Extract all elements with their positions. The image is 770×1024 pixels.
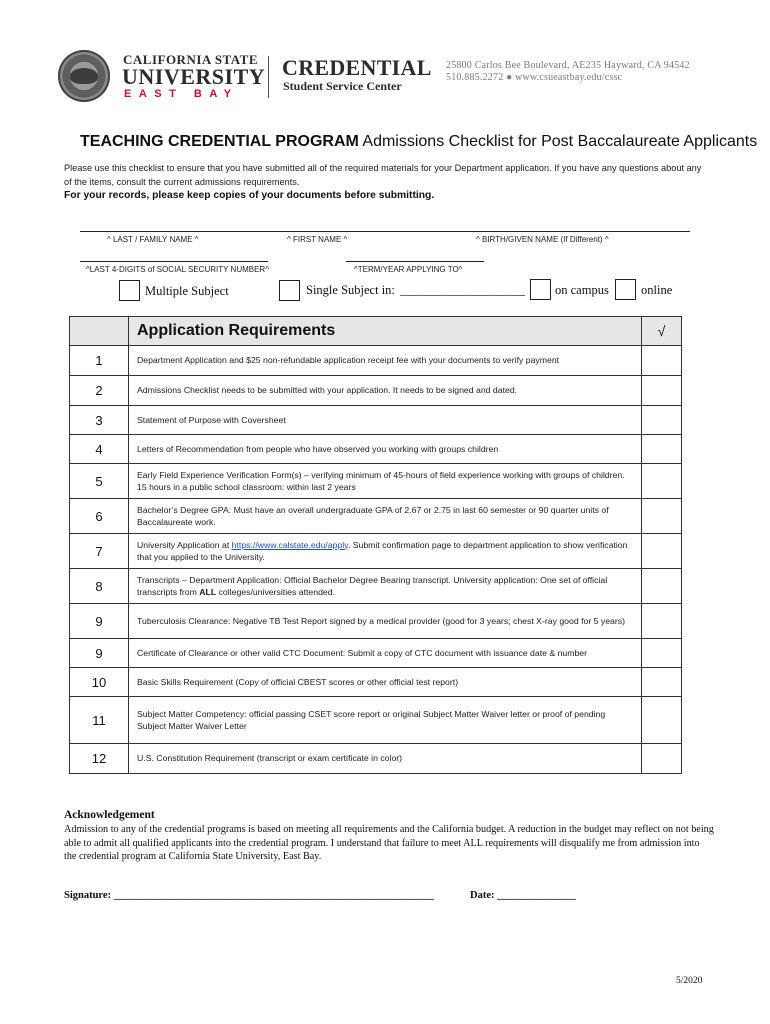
row-number: 1: [70, 346, 129, 376]
on-campus-checkbox[interactable]: [530, 279, 551, 300]
term-field-line[interactable]: [346, 261, 484, 262]
row-check-cell[interactable]: [642, 534, 682, 569]
birth-name-label: ^ BIRTH/GIVEN NAME (If Different) ^: [476, 235, 609, 244]
table-row: [70, 346, 682, 376]
row-number: 10: [70, 668, 129, 697]
calstate-apply-link[interactable]: https://www.calstate.edu/apply: [231, 539, 348, 550]
requirements-table: [69, 316, 682, 774]
header-divider: [268, 56, 269, 98]
table-row: [70, 604, 682, 639]
row-number: 4: [70, 435, 129, 464]
row-text: Department Application and $25 non-refundable application receipt fee with your documents to verify payment: [129, 346, 642, 376]
date-field[interactable]: Date: _______________: [470, 890, 576, 901]
ssn-label: ^LAST 4-DIGITS of SOCIAL SECURITY NUMBER^: [86, 265, 269, 274]
single-subject-blank[interactable]: ____________________: [400, 283, 525, 297]
table-row: [70, 376, 682, 406]
table-row: [70, 499, 682, 534]
table-row: [70, 464, 682, 499]
row-text: [129, 534, 642, 569]
row-text: Subject Matter Competency: official passing CSET score report or original Subject Matter Waiver letter or proof of pending Subject Matter Waiver Letter: [129, 697, 642, 744]
table-row: [70, 435, 682, 464]
row-number: 7: [70, 534, 129, 569]
row-number: 3: [70, 406, 129, 435]
row-text: Basic Skills Requirement (Copy of official CBEST scores or other official test report): [129, 668, 642, 697]
row-number: 5: [70, 464, 129, 499]
online-label: online: [641, 283, 673, 297]
row-number: 9: [70, 604, 129, 639]
row-number: 11: [70, 697, 129, 744]
office-contact: 510.885.2272 ● www.csueastbay.edu/cssc: [446, 72, 623, 83]
row-check-cell[interactable]: [642, 376, 682, 406]
row-text: Statement of Purpose with Coversheet: [129, 406, 642, 435]
table-row: [70, 639, 682, 668]
ssn-field-line[interactable]: [80, 261, 268, 262]
table-row: [70, 534, 682, 569]
multiple-subject-checkbox[interactable]: [119, 280, 140, 301]
row-number: 2: [70, 376, 129, 406]
row-text: Certificate of Clearance or other valid CTC Document: Submit a copy of CTC document with issuance date & number: [129, 639, 642, 668]
table-header-row: [70, 317, 682, 346]
row-check-cell[interactable]: [642, 569, 682, 604]
office-title: CREDENTIAL: [282, 55, 432, 80]
row-text: Admissions Checklist needs to be submitted with your application. It needs to be signed and dated.: [129, 376, 642, 406]
table-row: [70, 569, 682, 604]
row-text: Tuberculosis Clearance: Negative TB Test Report signed by a medical provider (good for 3 years; chest X-ray good for 5 years): [129, 604, 642, 639]
title-rest: Admissions Checklist for Post Baccalaureate Applicants: [358, 133, 758, 150]
row-text: Bachelor’s Degree GPA: Must have an overall undergraduate GPA of 2.67 or 2.75 in last 60 semester or 90 quarter units of Baccalaureate work.: [129, 499, 642, 534]
multiple-subject-label: Multiple Subject: [145, 284, 229, 298]
page-title: [80, 133, 757, 151]
row-text-before: University Application at: [137, 539, 232, 550]
row-text-after: colleges/universities attended.: [216, 587, 335, 597]
row-text: U.S. Constitution Requirement (transcript or exam certificate in color): [129, 744, 642, 774]
logo-line-2: UNIVERSITY: [122, 64, 266, 89]
row-number: 8: [70, 569, 129, 604]
header-num-cell: [70, 317, 129, 346]
single-subject-checkbox[interactable]: [279, 280, 300, 301]
table-row: [70, 744, 682, 774]
intro-text: Please use this checklist to ensure that you have submitted all of the required materials for your Department application. If you have any questions about any of the items, consult the current admissions requirements.: [64, 163, 702, 187]
row-text-bold: ALL: [199, 587, 217, 597]
last-name-label: ^ LAST / FAMILY NAME ^: [107, 235, 199, 244]
term-label: ^TERM/YEAR APPLYING TO^: [354, 265, 463, 274]
logo-line-1: CALIFORNIA STATE: [123, 52, 259, 67]
row-check-cell[interactable]: [642, 499, 682, 534]
row-check-cell[interactable]: [642, 697, 682, 744]
acknowledgement-text: Admission to any of the credential programs is based on meeting all requirements and the California budget. A reduction in the budget may reflect on not being able to admit all qualified applicants into the credential program. I understand that failure to meet ALL requirements will disqualify me from admission into the credential program at California State University, East Bay.: [64, 824, 714, 862]
row-number: 9: [70, 639, 129, 668]
single-subject-label: Single Subject in:: [306, 283, 395, 297]
row-check-cell[interactable]: [642, 435, 682, 464]
row-check-cell[interactable]: [642, 406, 682, 435]
first-name-label: ^ FIRST NAME ^: [287, 235, 348, 244]
name-field-line[interactable]: [80, 231, 690, 232]
row-check-cell[interactable]: [642, 346, 682, 376]
table-row: [70, 406, 682, 435]
row-text-before: Transcripts – Department Application: Official Bachelor Degree Bearing transcript. University application: One set of official transcripts from: [137, 574, 608, 597]
revision-date: 5/2020: [676, 976, 703, 986]
row-text: [129, 569, 642, 604]
row-text: Letters of Recommendation from people who have observed you working with groups children: [129, 435, 642, 464]
table-row: [70, 668, 682, 697]
on-campus-label: on campus: [555, 283, 609, 297]
row-check-cell[interactable]: [642, 744, 682, 774]
row-check-cell[interactable]: [642, 668, 682, 697]
online-checkbox[interactable]: [615, 279, 636, 300]
row-text: Early Field Experience Verification Form(s) – verifying minimum of 45-hours of field experience working with groups of children. 15 hours in a public school classroom: within last 2 years: [129, 464, 642, 499]
row-number: 12: [70, 744, 129, 774]
row-check-cell[interactable]: [642, 604, 682, 639]
row-check-cell[interactable]: [642, 639, 682, 668]
table-heading: Application Requirements: [129, 317, 642, 346]
records-note: For your records, please keep copies of your documents before submitting.: [64, 190, 435, 201]
check-heading: √: [642, 317, 682, 346]
office-address: 25800 Carlos Bee Boulevard, AE235 Hayward, CA 94542: [446, 60, 690, 71]
row-text-after: . Submit confirmation page to department application to show verification that you applied to the University.: [137, 539, 628, 562]
row-check-cell[interactable]: [642, 464, 682, 499]
row-number: 6: [70, 499, 129, 534]
university-seal-icon: [58, 50, 110, 102]
table-row: [70, 697, 682, 744]
title-bold: TEACHING CREDENTIAL PROGRAM: [80, 133, 359, 150]
logo-line-3: EAST BAY: [124, 88, 239, 100]
office-subtitle: Student Service Center: [283, 79, 402, 93]
signature-field[interactable]: Signature: _____________________________________________________________: [64, 890, 434, 901]
acknowledgement-title: Acknowledgement: [64, 809, 155, 821]
